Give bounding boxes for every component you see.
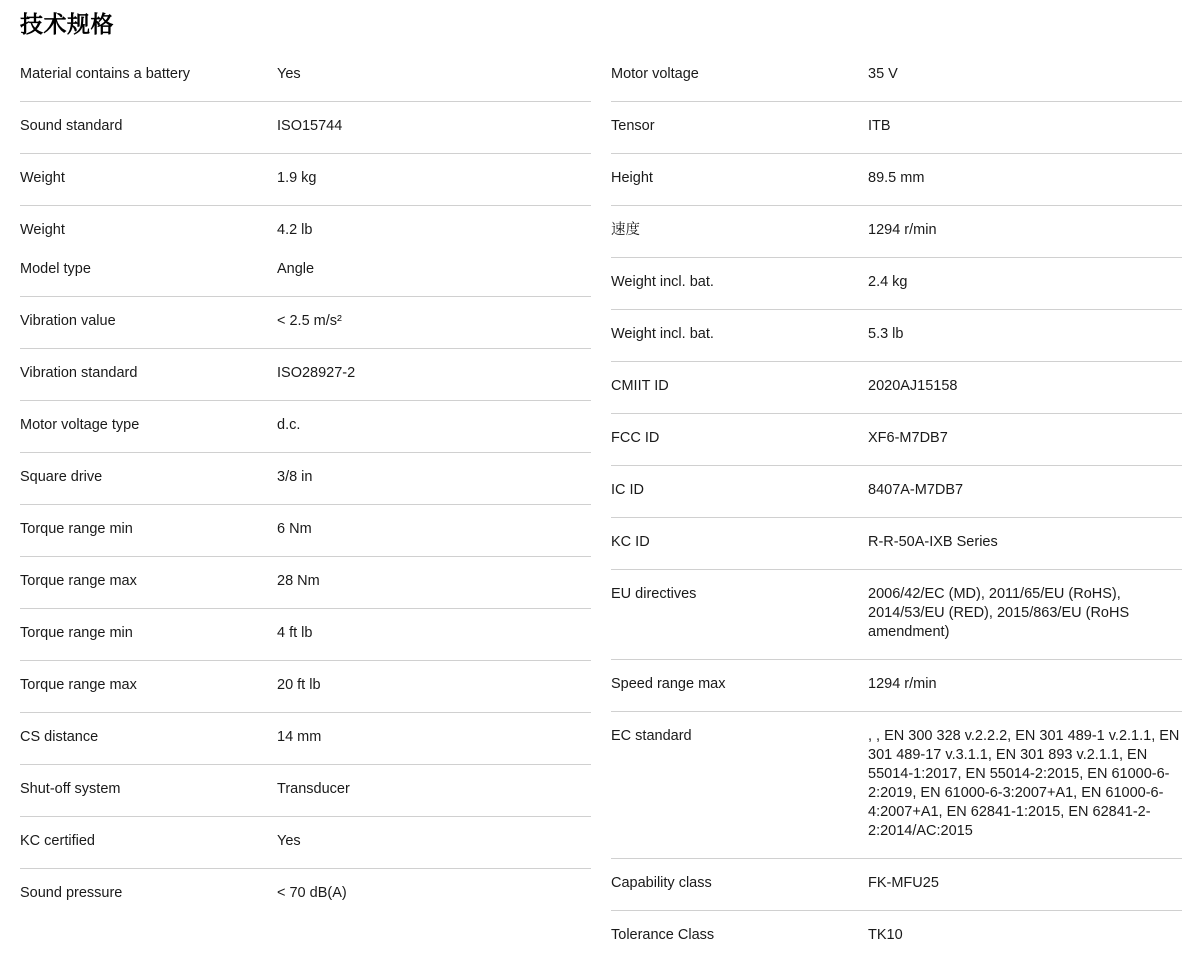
spec-label: Model type xyxy=(20,261,91,277)
spec-label: Tolerance Class xyxy=(611,927,715,943)
spec-column-left xyxy=(20,50,591,920)
spec-label: Weight xyxy=(20,222,65,238)
spec-value: 4 ft lb xyxy=(277,625,313,641)
spec-row xyxy=(20,453,591,505)
spec-label: Sound standard xyxy=(20,118,123,134)
spec-label: Vibration standard xyxy=(20,365,138,381)
spec-value: 14 mm xyxy=(277,729,322,745)
spec-value: FK-MFU25 xyxy=(868,875,939,891)
spec-label: Torque range min xyxy=(20,625,133,641)
spec-value: 1294 r/min xyxy=(868,222,937,238)
spec-value: 3/8 in xyxy=(277,469,313,485)
spec-value: 8407A-M7DB7 xyxy=(868,482,964,498)
spec-row xyxy=(20,713,591,765)
spec-value: d.c. xyxy=(277,417,301,433)
spec-label: CS distance xyxy=(20,729,99,745)
spec-row xyxy=(20,50,591,102)
spec-value: Angle xyxy=(277,261,315,277)
spec-value: 6 Nm xyxy=(277,521,312,537)
spec-row xyxy=(611,310,1182,362)
spec-value: ISO15744 xyxy=(277,118,343,134)
spec-value: 20 ft lb xyxy=(277,677,321,693)
spec-row xyxy=(611,154,1182,206)
spec-row xyxy=(20,869,591,920)
spec-row xyxy=(611,362,1182,414)
spec-row xyxy=(20,154,591,206)
spec-value: R-R-50A-IXB Series xyxy=(868,534,998,550)
spec-row xyxy=(20,661,591,713)
spec-row xyxy=(20,206,591,248)
spec-row xyxy=(20,248,591,297)
spec-label: CMIIT ID xyxy=(611,378,669,394)
spec-value: 35 V xyxy=(868,66,898,82)
spec-column-right xyxy=(611,50,1182,962)
spec-value: 2.4 kg xyxy=(868,274,908,290)
spec-row xyxy=(20,609,591,661)
spec-label: Weight incl. bat. xyxy=(611,274,714,290)
spec-row xyxy=(20,349,591,401)
specs-table xyxy=(20,50,1182,962)
spec-label: KC ID xyxy=(611,534,650,550)
spec-row xyxy=(611,206,1182,258)
spec-row xyxy=(611,50,1182,102)
spec-label: Capability class xyxy=(611,875,712,891)
spec-row xyxy=(20,401,591,453)
spec-label: Shut-off system xyxy=(20,781,121,797)
spec-value: XF6-M7DB7 xyxy=(868,430,948,446)
spec-row xyxy=(611,911,1182,962)
spec-value: , , EN 300 328 v.2.2.2, EN 301 489-1 v.2.1.1, EN 301 489-17 v.3.1.1, EN 301 893 v.2.1.1, EN 55014-1:2017, EN 55014-2:2015, EN 61000-6-2:2019, EN 61000-6-3:2007+A1, EN 61000-6-4:2007+A1, EN 62841-1:2015, EN 62841-2-2:2014/AC:2015 xyxy=(868,728,1180,839)
spec-value: 2020AJ15158 xyxy=(868,378,958,394)
spec-label: Motor voltage xyxy=(611,66,699,82)
spec-row xyxy=(20,505,591,557)
spec-value: Transducer xyxy=(277,781,350,797)
spec-row xyxy=(20,817,591,869)
spec-value: 1294 r/min xyxy=(868,676,937,692)
spec-label: 速度 xyxy=(611,222,640,238)
spec-value: Yes xyxy=(277,833,301,849)
spec-label: Square drive xyxy=(20,469,103,485)
spec-label: Weight xyxy=(20,170,65,186)
spec-label: Height xyxy=(611,170,653,186)
spec-label: Weight incl. bat. xyxy=(611,326,714,342)
spec-row xyxy=(611,570,1182,660)
spec-label: Tensor xyxy=(611,118,655,134)
spec-value: ISO28927-2 xyxy=(277,365,356,381)
spec-row xyxy=(611,414,1182,466)
spec-row xyxy=(20,557,591,609)
spec-row xyxy=(611,258,1182,310)
spec-label: Torque range max xyxy=(20,573,137,589)
spec-row xyxy=(611,859,1182,911)
spec-value: 1.9 kg xyxy=(277,170,317,186)
spec-label: IC ID xyxy=(611,482,645,498)
spec-value: < 2.5 m/s² xyxy=(277,313,342,329)
spec-value: ITB xyxy=(868,118,891,134)
spec-value: 89.5 mm xyxy=(868,170,925,186)
page-title: 技术规格 xyxy=(20,11,114,37)
spec-row xyxy=(611,102,1182,154)
spec-row xyxy=(611,712,1182,859)
spec-value: 5.3 lb xyxy=(868,326,904,342)
spec-row xyxy=(20,297,591,349)
spec-label: Torque range max xyxy=(20,677,137,693)
spec-value: 28 Nm xyxy=(277,573,320,589)
spec-row xyxy=(611,466,1182,518)
spec-label: Sound pressure xyxy=(20,885,123,901)
spec-label: EU directives xyxy=(611,586,697,602)
spec-label: EC standard xyxy=(611,728,692,744)
spec-label: Torque range min xyxy=(20,521,133,537)
spec-row xyxy=(611,518,1182,570)
spec-row xyxy=(611,660,1182,712)
spec-label: Vibration value xyxy=(20,313,116,329)
spec-row xyxy=(20,765,591,817)
spec-value: 2006/42/EC (MD), 2011/65/EU (RoHS), 2014/53/EU (RED), 2015/863/EU (RoHS amendment) xyxy=(868,586,1130,640)
spec-value: < 70 dB(A) xyxy=(277,885,347,901)
spec-value: Yes xyxy=(277,66,301,82)
spec-label: FCC ID xyxy=(611,430,660,446)
spec-value: 4.2 lb xyxy=(277,222,313,238)
spec-row xyxy=(20,102,591,154)
spec-label: Motor voltage type xyxy=(20,417,140,433)
spec-label: KC certified xyxy=(20,833,95,849)
spec-label: Speed range max xyxy=(611,676,726,692)
spec-value: TK10 xyxy=(868,927,903,943)
spec-label: Material contains a battery xyxy=(20,66,191,82)
